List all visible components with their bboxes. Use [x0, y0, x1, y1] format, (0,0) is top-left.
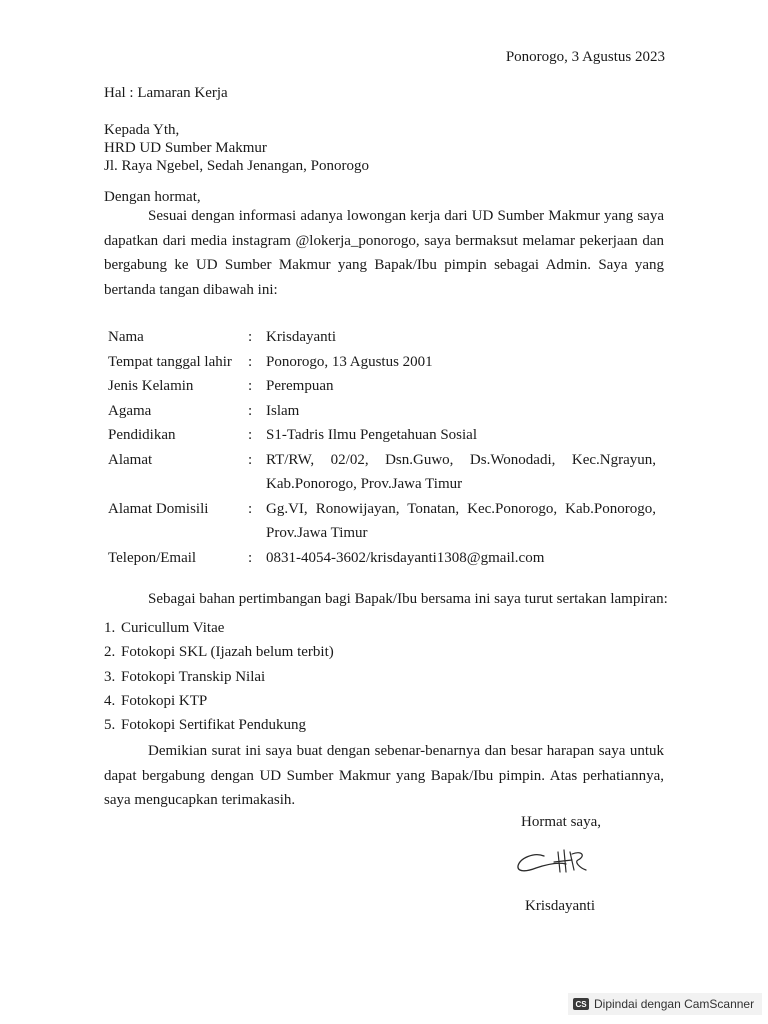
detail-colon: : — [248, 353, 253, 370]
camscanner-badge — [568, 993, 762, 1015]
list-item — [104, 665, 334, 689]
detail-label: Alamat — [108, 451, 153, 468]
detail-label: Tempat tanggal lahir — [108, 353, 232, 370]
detail-value: S1-Tadris Ilmu Pengetahuan Sosial — [266, 427, 478, 443]
attachments-list — [104, 616, 334, 737]
detail-row — [108, 350, 656, 375]
detail-value: Islam — [266, 402, 300, 419]
applicant-details-table — [108, 325, 656, 570]
detail-row — [108, 497, 656, 546]
closing-paragraph: Demikian surat ini saya buat dengan sebenar-benarnya dan besar harapan saya untuk dapat bergabung dengan UD Sumber Makmur yang Bapak/Ibu pimpin. Atas perhatiannya, saya mengucapkan terimakasih. — [104, 743, 664, 808]
detail-colon: : — [248, 329, 253, 345]
detail-colon: : — [248, 378, 253, 394]
list-text: Fotokopi KTP — [121, 692, 208, 709]
recipient-name: HRD UD Sumber Makmur — [104, 140, 267, 156]
detail-label: Jenis Kelamin — [108, 378, 194, 394]
detail-row — [108, 546, 656, 571]
list-item — [104, 640, 334, 664]
intro-paragraph: Sesuai dengan informasi adanya lowongan kerja dari UD Sumber Makmur yang saya dapatkan dari media instagram @lokerja_ponorogo, saya bermaksut melamar pekerjaan dan bergabung ke UD Sumber Makmur yang Bapak/Ibu pimpin sebagai Admin. Saya yang bertanda tangan dibawah ini: — [104, 208, 664, 298]
camscanner-text: Dipindai dengan CamScanner — [594, 997, 755, 1011]
list-number: 4. — [104, 692, 116, 709]
detail-colon: : — [248, 451, 253, 468]
regards-text: Hormat saya, — [521, 814, 601, 830]
detail-value: Gg.VI, Ronowijayan, Tonatan, Kec.Ponorogo, Kab.Ponorogo, Prov.Jawa Timur — [266, 500, 656, 541]
detail-colon: : — [248, 402, 253, 419]
detail-row — [108, 399, 656, 424]
list-item — [104, 616, 334, 640]
recipient-address: Jl. Raya Ngebel, Sedah Jenangan, Ponorogo — [104, 158, 369, 174]
list-text: Fotokopi Transkip Nilai — [121, 668, 266, 685]
detail-row — [108, 374, 656, 399]
detail-value: Krisdayanti — [266, 329, 336, 345]
list-number: 1. — [104, 620, 116, 636]
list-number: 5. — [104, 717, 116, 734]
list-number: 2. — [104, 644, 116, 661]
camscanner-logo-icon: CS — [573, 998, 589, 1010]
salutation: Dengan hormat, — [104, 189, 201, 205]
list-number: 3. — [104, 668, 116, 685]
signature-image — [514, 842, 594, 878]
list-text: Curicullum Vitae — [121, 620, 225, 636]
attachments-intro: Sebagai bahan pertimbangan bagi Bapak/Ibu bersama ini saya turut sertakan lampiran: — [148, 591, 668, 607]
detail-row — [108, 423, 656, 448]
detail-value: Ponorogo, 13 Agustus 2001 — [266, 353, 433, 370]
detail-row — [108, 325, 656, 350]
recipient-greeting: Kepada Yth, — [104, 122, 180, 138]
signer-name: Krisdayanti — [525, 898, 595, 914]
detail-value: RT/RW, 02/02, Dsn.Guwo, Ds.Wonodadi, Kec.Ngrayun, Kab.Ponorogo, Prov.Jawa Timur — [266, 451, 656, 492]
detail-label: Nama — [108, 329, 144, 345]
detail-label: Agama — [108, 402, 152, 419]
letter-subject: Hal : Lamaran Kerja — [104, 85, 228, 101]
list-text: Fotokopi SKL (Ijazah belum terbit) — [121, 644, 334, 661]
detail-label: Telepon/Email — [108, 549, 197, 566]
detail-value: Perempuan — [266, 378, 334, 394]
detail-value: 0831-4054-3602/krisdayanti1308@gmail.com — [266, 549, 545, 566]
letter-date: Ponorogo, 3 Agustus 2023 — [505, 49, 665, 65]
detail-colon: : — [248, 549, 253, 566]
list-item — [104, 713, 334, 737]
recipient-block — [104, 121, 369, 175]
detail-row — [108, 448, 656, 497]
detail-label: Alamat Domisili — [108, 500, 209, 517]
list-item — [104, 689, 334, 713]
detail-label: Pendidikan — [108, 427, 176, 443]
detail-colon: : — [248, 427, 253, 443]
list-text: Fotokopi Sertifikat Pendukung — [121, 717, 306, 734]
detail-colon: : — [248, 500, 253, 517]
